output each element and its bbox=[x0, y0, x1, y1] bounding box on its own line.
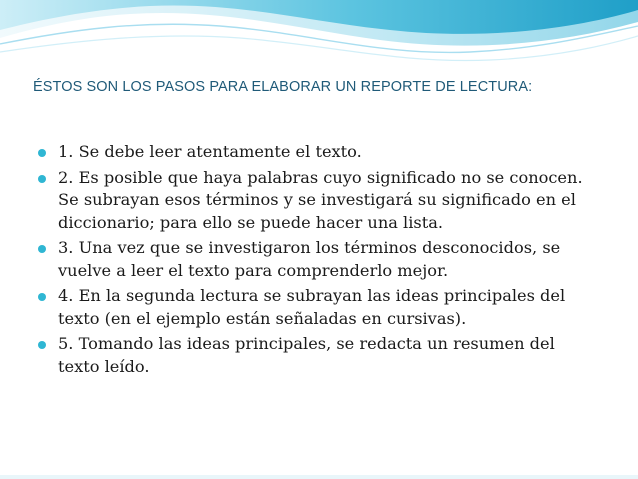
step-text-2: 2. Es posible que haya palabras cuyo significado no se conocen. Se subrayan esos términos y se investigará su significado en el diccionario; para ello se puede hacer una lista. bbox=[58, 167, 583, 232]
step-item-3 bbox=[34, 237, 594, 282]
footer-strip bbox=[0, 475, 638, 479]
wave-header-decoration bbox=[0, 0, 638, 72]
step-item-4 bbox=[34, 285, 594, 330]
step-text-3: 3. Una vez que se investigaron los términos desconocidos, se vuelve a leer el texto para comprenderlo mejor. bbox=[58, 238, 561, 280]
bullet-dot-icon bbox=[38, 149, 46, 157]
bullet-dot-icon bbox=[38, 341, 46, 349]
step-item-1 bbox=[34, 141, 594, 164]
bullet-dot-icon bbox=[38, 175, 46, 183]
step-item-2 bbox=[34, 167, 594, 235]
slide-title-colon: : bbox=[528, 79, 533, 95]
step-item-5 bbox=[34, 333, 594, 378]
slide-title-text: ÉSTOS SON LOS PASOS PARA ELABORAR UN REPORTE DE LECTURA bbox=[33, 79, 529, 95]
bullet-dot-icon bbox=[38, 293, 46, 301]
step-text-1: 1. Se debe leer atentamente el texto. bbox=[58, 142, 362, 161]
steps-list bbox=[34, 141, 594, 381]
slide-title bbox=[33, 79, 613, 95]
step-text-5: 5. Tomando las ideas principales, se redacta un resumen del texto leído. bbox=[58, 334, 555, 376]
bullet-dot-icon bbox=[38, 245, 46, 253]
step-text-4: 4. En la segunda lectura se subrayan las ideas principales del texto (en el ejemplo están señaladas en cursivas). bbox=[58, 286, 566, 328]
